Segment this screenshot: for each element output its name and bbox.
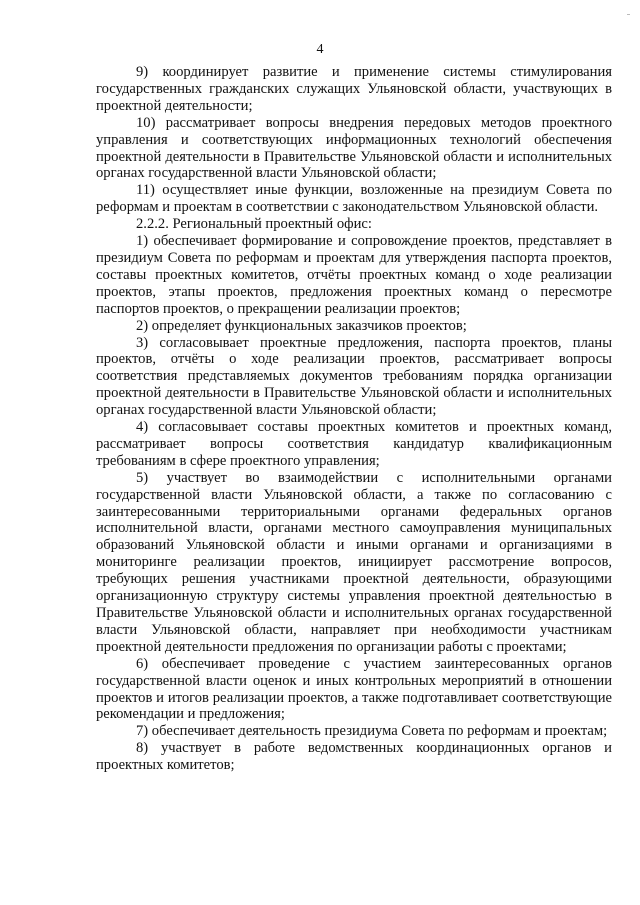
paragraph-office-item-6: 6) обеспечивает проведение с участием заинтересованных органов государственной власти оценок и иных контрольных мероприятий в отношении проектов и итогов реализации проектов, а также подготавливает соответствующие рекомендации и предложения; <box>96 655 612 723</box>
paragraph-office-item-5: 5) участвует во взаимодействии с исполнительными органами государственной власти Ульяновской области, а также по согласованию с заинтересованными территориальными органами федеральных органов исполнительной власти, органами местного самоуправления муниципальных образований Ульяновской области и иными органами и организациями в мониторинге реализации проектов, инициирует рассмотрение вопросов, требующих решения участниками проектной деятельности, образующими организационную структуру системы управления проектной деятельностью в Правительстве Ульяновской области и исполнительных органах государственной власти Ульяновской области, направляет при необходимости участникам проектной деятельности предложения по организации работы с проектами; <box>96 469 612 655</box>
paragraph-item-11: 11) осуществляет иные функции, возложенные на президиум Совета по реформам и проектам в соответствии с законодательством Ульяновской области. <box>96 182 612 216</box>
section-heading-2-2-2: 2.2.2. Региональный проектный офис: <box>136 216 372 233</box>
document-body <box>96 64 612 774</box>
scan-artifact <box>627 14 630 15</box>
paragraph-office-item-2: 2) определяет функциональных заказчиков проектов; <box>136 317 467 334</box>
paragraph-office-item-8: 8) участвует в работе ведомственных координационных органов и проектных комитетов; <box>96 740 612 774</box>
paragraph-office-item-4: 4) согласовывает составы проектных комитетов и проектных команд, рассматривает вопросы соответствия кандидатур квалификационным требованиям в сфере проектного управления; <box>96 419 612 469</box>
paragraph-office-item-7: 7) обеспечивает деятельность президиума Совета по реформам и проектам; <box>136 723 608 740</box>
paragraph-office-item-1: 1) обеспечивает формирование и сопровождение проектов, представляет в президиум Совета по реформам и проектам для утверждения паспорта проектов, составы проектных комитетов, отчёты проектных команд о ходе реализации проектов, этапы проектов, предложения проектных команд о пересмотре паспортов проектов, о прекращении реализации проектов; <box>96 233 612 317</box>
page-number: 4 <box>316 42 324 57</box>
paragraph-item-9: 9) координирует развитие и применение системы стимулирования государственных гражданских служащих Ульяновской области, участвующих в проектной деятельности; <box>96 64 612 114</box>
paragraph-office-item-3: 3) согласовывает проектные предложения, паспорта проектов, планы проектов, отчёты о ходе реализации проектов, рассматривает вопросы соответствия представляемых документов требованиям порядка организации проектной деятельности в Правительстве Ульяновской области и исполнительных органах государственной власти Ульяновской области; <box>96 334 612 419</box>
paragraph-item-10: 10) рассматривает вопросы внедрения передовых методов проектного управления и соответствующих информационных технологий обеспечения проектной деятельности в Правительстве Ульяновской области и исполнительных органах государственной власти Ульяновской области; <box>96 114 612 182</box>
